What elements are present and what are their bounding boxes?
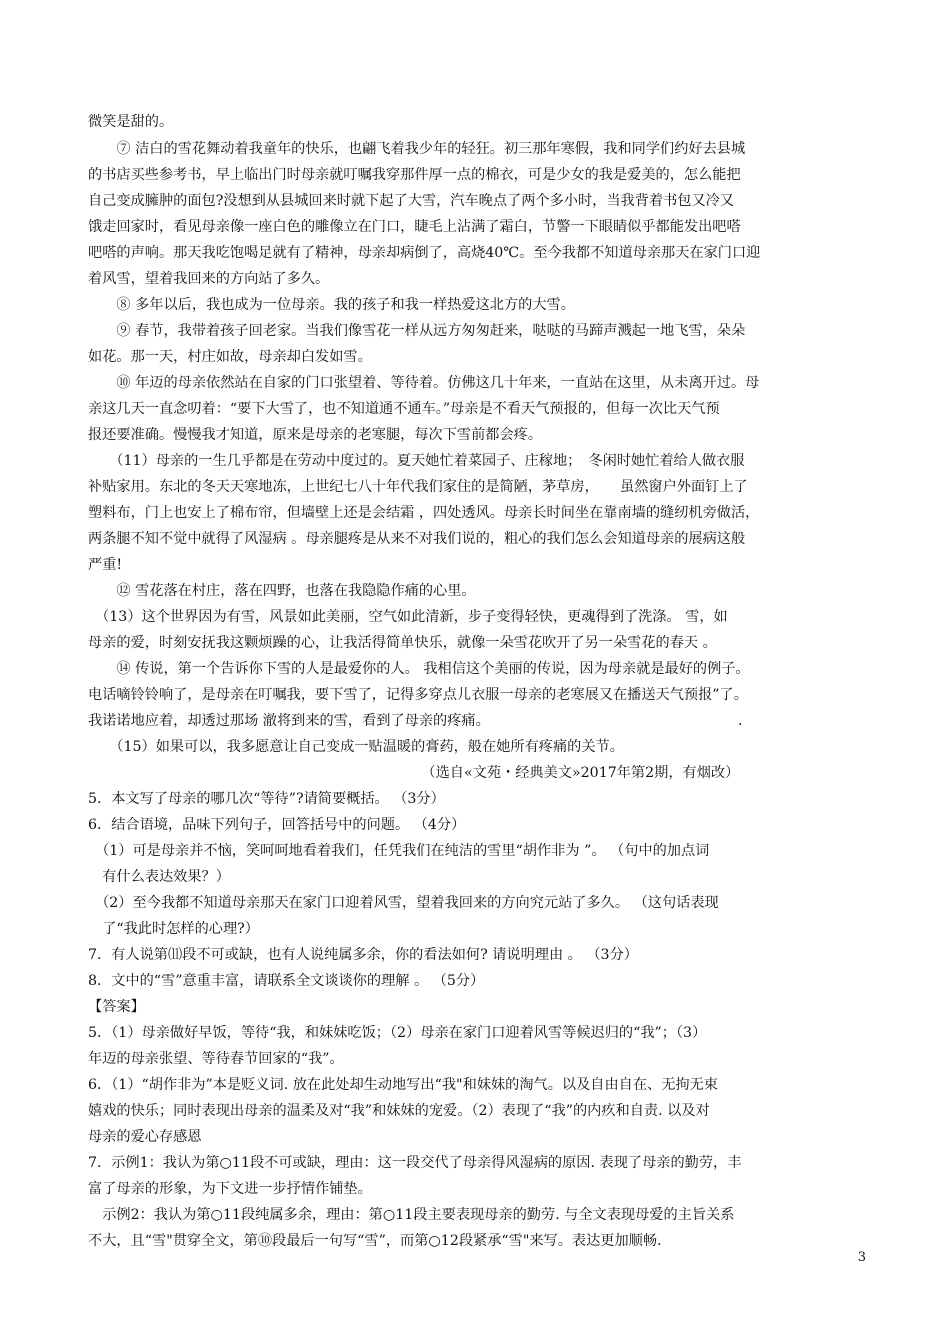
page-number: 3 — [857, 1250, 866, 1265]
text-line: 母亲的爱，时刻安抚我这颗烦躁的心，让我活得简单快乐，就像一朵雪花吹开了另一朵雪花的春天 。 — [88, 635, 717, 651]
source-citation: （选自«文苑・经典美文»2017年第2期，有烟改） — [88, 765, 740, 781]
text-line: （13）这个世界因为有雪，风景如此美丽，空气如此清新，步子变得轻快，更魂得到了洗涤。 雪，如 — [88, 609, 728, 625]
text-line: （1）可是母亲并不恼，笑呵呵地看着我们，任凭我们在纯洁的雪里“胡作非为 ”。 （句中的加点词 — [88, 843, 710, 859]
text-line: 亲这几天一直念叨着：“要下大雪了，也不知道通不通车。”母亲是不看天气预报的，但每一次比天气预 — [88, 401, 720, 417]
text-line: 补贴家用。东北的冬天天寒地冻，上世纪七八十年代我们家住的是简陋，茅草房， 虽然窗户外面钉上了 — [88, 479, 748, 495]
text-line: （2）至今我都不知道母亲那天在家门口迎着风雪，望着我回来的方向究元站了多久。 （这句话表现 — [88, 895, 719, 911]
question-7: 7．有人说第⑾段不可或缺，也有人说纯属多余，你的看法如何? 请说明理由 。 （3分） — [88, 947, 638, 963]
text-line: ⑫ 雪花落在村庄，落在四野，也落在我隐隐作痛的心里。 — [88, 583, 476, 599]
text-line: （11）母亲的一生几乎都是在劳动中度过的。夏天她忙着菜园子、庄稼地； 冬闲时她忙着给人做衣服 — [88, 453, 745, 469]
text-line: ⑨ 春节，我带着孩子回老家。当我们像雪花一样从远方匆匆赶来，哒哒的马蹄声溅起一地飞雪，朵朵 — [88, 323, 746, 339]
question-5: 5．本文写了母亲的哪几次“等待”?请简要概括。 （3分） — [88, 791, 445, 807]
text-line: 的书店买些参考书，早上临出门时母亲就叮嘱我穿那件厚一点的棉衣，可是少女的我是爱美的，怎么能把 — [88, 167, 741, 183]
text-line: 塑料布，门上也安上了棉布帘，但墙壁上还是会结霜 ，四处透风。母亲长时间坐在靠南墙的缝纫机旁做活， — [88, 505, 760, 521]
text-line: 电话嘀铃铃响了，是母亲在叮嘱我，要下雪了，记得多穿点儿衣服一母亲的老寒展又在播送天气预报”了。 — [88, 687, 748, 703]
text-line: 两条腿不知不觉中就得了风湿病 。母亲腿疼是从来不对我们说的，粗心的我们怎么会知道母亲的展病这般 — [88, 531, 746, 547]
text-line: 如花。那一天，村庄如故，母亲却白发如雪。 — [88, 349, 372, 365]
text-line: 自己变成臃肿的面包?没想到从县城回来时就下起了大雪，汽车晚点了两个多小时，当我背着书包又冷又 — [88, 193, 735, 209]
text-line: ⑩ 年迈的母亲依然站在自家的门口张望着、等待着。仿佛这几十年来，一直站在这里，从未离开过。母 — [88, 375, 760, 391]
answer-heading: 【答案】 — [88, 999, 145, 1015]
text-line: 我诺诺地应着，却透过那场 澈将到来的雪，看到了母亲的疼痛。 . — [88, 713, 743, 729]
text-line: ⑭ 传说，第一个告诉你下雪的人是最爱你的人。 我相信这个美丽的传说，因为母亲就是最好的例子。 — [88, 661, 750, 677]
text-line: 嬉戏的快乐；同时表现出母亲的温柔及对“我”和妹妹的宠爱。（2）表现了“我”的内疚和自责. 以及对 — [88, 1103, 710, 1119]
text-line: 不大，且“雪"贯穿全文，第⑩段最后一句写“雪”，而第○12段紧承“雪"来写。表达更加顺畅. — [88, 1233, 662, 1249]
text-line: 5．（1）母亲做好早饭，等待“我，和妹妹吃饭；（2）母亲在家门口迎着风雪等候迟归的“我”；（3） — [88, 1025, 707, 1041]
text-line: 着风雪，望着我回来的方向站了多久。 — [88, 271, 330, 287]
question-6: 6．结合语境，品味下列句子，回答括号中的问题。 （4分） — [88, 817, 466, 833]
text-line: 6．（1）“胡作非为”本是贬义词. 放在此处却生动地写出“我"和妹妹的淘气。以及自由自在、无拘无束 — [88, 1077, 718, 1093]
question-8: 8．文中的“雪”意重丰富，请联系全文谈谈你的理解 。 （5分） — [88, 973, 485, 989]
text-line: （15）如果可以，我多愿意让自己变成一贴温暖的膏药，般在她所有疼痛的关节。 — [88, 739, 624, 755]
text-line: 母亲的爱心存感恩 — [88, 1129, 202, 1145]
text-line: ⑦ 洁白的雪花舞动着我童年的快乐，也翩飞着我少年的轻狂。初三那年寒假，我和同学们约好去县城 — [88, 141, 746, 157]
text-line: 有什么表达效果？） — [88, 869, 230, 885]
text-line: 报还要准确。慢慢我才知道，原来是母亲的老寒腿，每次下雪前都会疼。 — [88, 427, 543, 443]
text-line: 了“我此时怎样的心理?） — [88, 921, 259, 937]
text-line: 示例2：我认为第○11段纯属多余，理由：第○11段主要表现母亲的勤劳. 与全文表现母爱的主旨关系 — [88, 1207, 735, 1223]
text-line: 年迈的母亲张望、等待春节回家的“我”。 — [88, 1051, 344, 1067]
text-line: 吧嗒的声响。那天我吃饱喝足就有了精神，母亲却病倒了，高烧40℃。至今我都不知道母亲那天在家门口迎 — [88, 245, 761, 261]
text-line: 饿走回家时，看见母亲像一座白色的雕像立在门口，睫毛上沾满了霜白，节警一下眼睛似乎都能发出吧嗒 — [88, 219, 741, 235]
text-line: ⑧ 多年以后，我也成为一位母亲。我的孩子和我一样热爱这北方的大雪。 — [88, 297, 575, 313]
text-line: 严重! — [88, 557, 123, 573]
text-line: 富了母亲的形象，为下文进一步抒情作铺垫。 — [88, 1181, 372, 1197]
text-line: 微笑是甜的。 — [88, 114, 174, 130]
text-line: 7．示例1：我认为第○11段不可或缺，理由：这一段交代了母亲得风湿病的原因. 表现了母亲的勤劳，丰 — [88, 1155, 742, 1171]
